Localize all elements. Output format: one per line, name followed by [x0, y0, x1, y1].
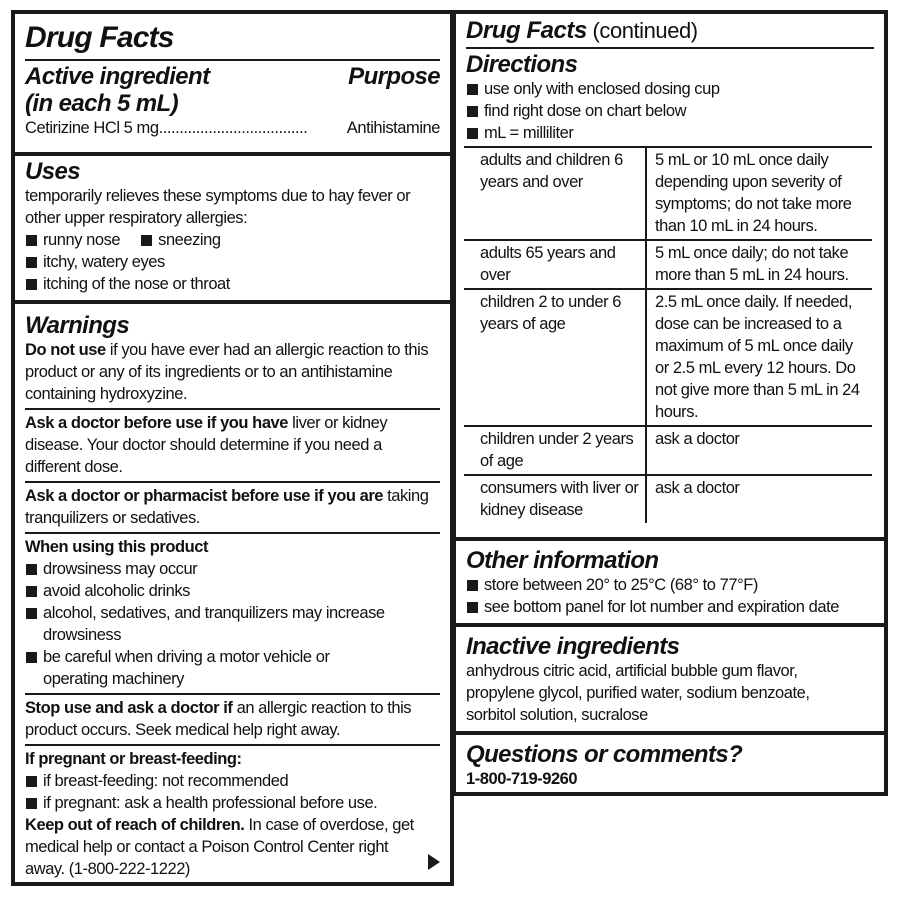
warnings-heading: Warnings	[25, 312, 130, 339]
when-using-item: alcohol, sedatives, and tranquilizers may increase drowsiness	[25, 602, 440, 646]
inactive-ingredients-heading: Inactive ingredients	[466, 633, 680, 660]
directions-heading: Directions	[466, 51, 578, 78]
when-using-item: be careful when driving a motor vehicle or operating machinery	[25, 646, 440, 690]
other-information-heading: Other information	[466, 547, 659, 574]
warnings-section	[15, 304, 450, 882]
uses-item: itching of the nose or throat	[25, 273, 440, 295]
active-ingredient-heading: Active ingredient	[25, 63, 210, 90]
uses-item: runny nose	[25, 229, 120, 251]
leader-dots: ....................................	[158, 119, 308, 137]
pregnancy-item: if pregnant: ask a health professional before use.	[25, 792, 440, 814]
other-information-section	[456, 541, 884, 627]
active-ingredient-section	[15, 14, 450, 156]
directions-item: use only with enclosed dosing cup	[466, 78, 874, 100]
purpose-heading: Purpose	[348, 63, 440, 90]
ingredient-purpose: Antihistamine	[346, 119, 440, 137]
keep-out-of-reach-warning: Keep out of reach of children. In case of overdose, get medical help or contact a Poison Control Center right away. (1-800-222-1222)	[25, 816, 414, 878]
continued-suffix: (continued)	[586, 18, 698, 43]
ingredient-name: Cetirizine HCl 5 mg	[25, 119, 159, 137]
other-information-item: store between 20° to 25°C (68° to 77°F)	[466, 574, 874, 596]
ask-doctor-warning: Ask a doctor before use if you have liver or kidney disease. Your doctor should determine if you need a different dose.	[25, 408, 440, 478]
stop-use-warning: Stop use and ask a doctor if an allergic reaction to this product occurs. Seek medical help right away.	[25, 693, 440, 741]
drug-facts-right-panel	[452, 10, 888, 796]
questions-heading: Questions or comments?	[466, 741, 743, 768]
pregnancy-warning: If pregnant or breast-feeding: if breast-feeding: not recommended if pregnant: ask a health professional before use.	[25, 744, 440, 814]
inactive-ingredients-text: anhydrous citric acid, artificial bubble gum flavor, propylene glycol, purified water, sodium benzoate, sorbitol solution, sucralose	[466, 662, 810, 724]
ask-pharmacist-warning: Ask a doctor or pharmacist before use if you are taking tranquilizers or sedatives.	[25, 481, 440, 529]
uses-section	[15, 156, 450, 304]
drug-facts-left-panel	[11, 10, 454, 886]
table-row: adults 65 years and over 5 mL once daily; do not take more than 5 mL in 24 hours.	[464, 240, 872, 289]
directions-item: find right dose on chart below	[466, 100, 874, 122]
table-row: children under 2 years of age ask a doctor	[464, 426, 872, 475]
directions-section	[456, 14, 884, 541]
uses-item: sneezing	[140, 229, 220, 251]
continued-title: Drug Facts	[466, 17, 587, 44]
continue-arrow-icon	[428, 854, 440, 870]
when-using-item: avoid alcoholic drinks	[25, 580, 440, 602]
dosage-table	[464, 146, 872, 523]
drug-facts-title: Drug Facts	[25, 21, 174, 54]
directions-item: mL = milliliter	[466, 122, 874, 144]
do-not-use-warning: Do not use if you have ever had an allergic reaction to this product or any of its ingredients or to an antihistamine containing hydroxyzine.	[25, 341, 429, 403]
table-row: consumers with liver or kidney disease ask a doctor	[464, 475, 872, 523]
when-using-item: drowsiness may occur	[25, 558, 440, 580]
other-information-item: see bottom panel for lot number and expiration date	[466, 596, 874, 618]
when-using-warning: When using this product drowsiness may occur avoid alcoholic drinks alcohol, sedatives, and tranquilizers may increase drowsiness be careful when driving a motor vehicle or operating machinery	[25, 532, 440, 690]
active-ingredient-subheading: (in each 5 mL)	[25, 90, 178, 117]
table-row: adults and children 6 years and over 5 mL or 10 mL once daily depending upon severity of symptoms; do not take more than 10 mL in 24 hours.	[464, 147, 872, 240]
uses-item: itchy, watery eyes	[25, 251, 440, 273]
table-row: children 2 to under 6 years of age 2.5 mL once daily. If needed, dose can be increased to a maximum of 5 mL once daily or 2.5 mL every 12 hours. Do not give more than 5 mL in 24 hours.	[464, 289, 872, 426]
inactive-ingredients-section	[456, 627, 884, 735]
uses-heading: Uses	[25, 158, 80, 185]
questions-phone: 1-800-719-9260	[466, 770, 578, 788]
uses-intro: temporarily relieves these symptoms due to hay fever or other upper respiratory allergies:	[25, 187, 411, 227]
pregnancy-item: if breast-feeding: not recommended	[25, 770, 440, 792]
questions-section	[456, 735, 884, 792]
